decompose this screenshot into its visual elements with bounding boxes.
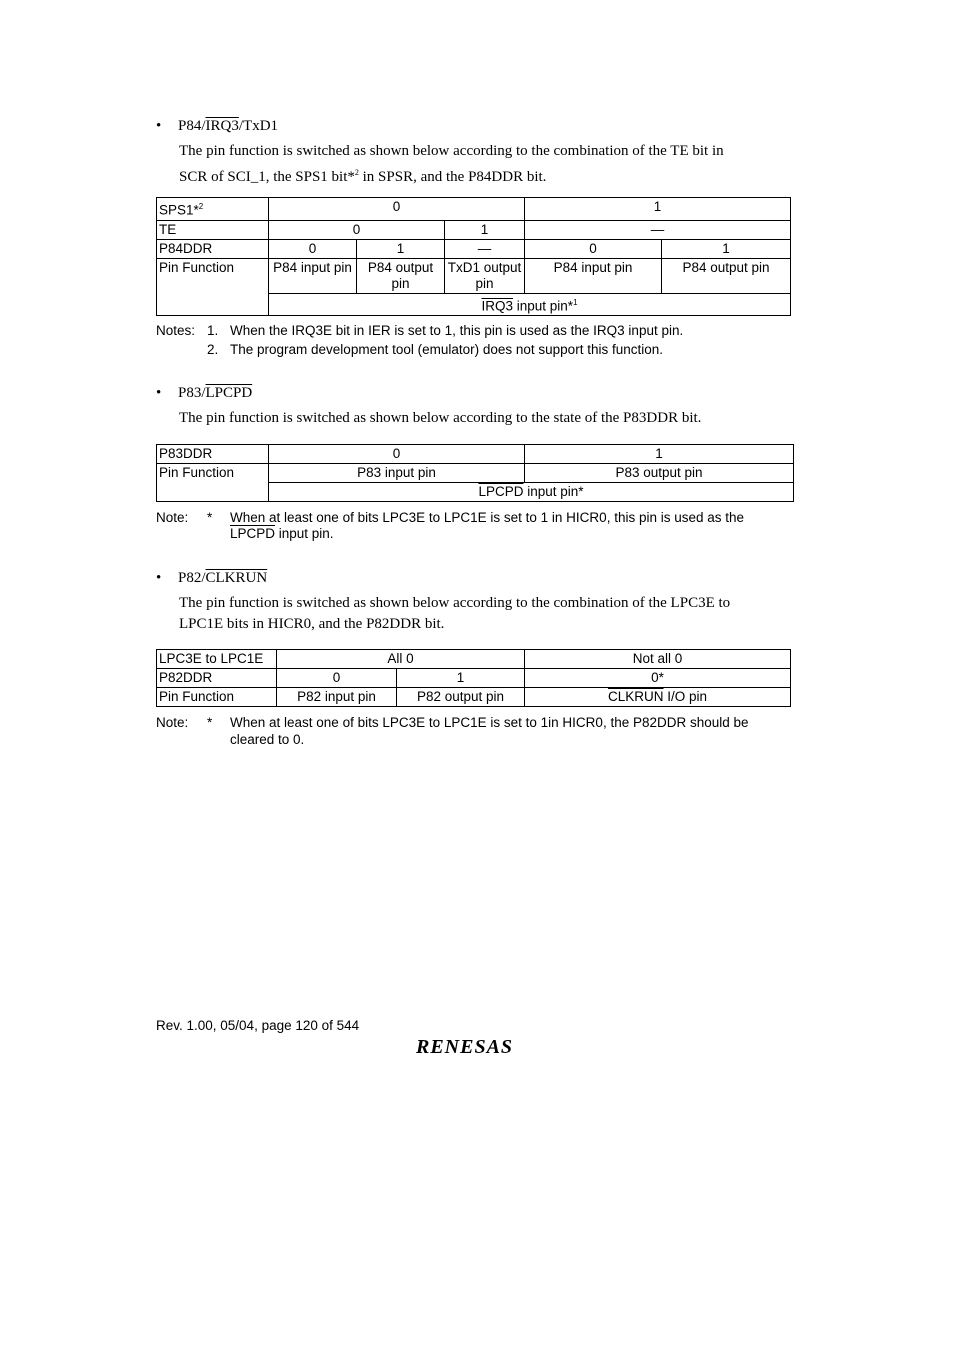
table-cell: All 0 [277, 650, 525, 669]
section-description: The pin function is switched as shown below according to the state of the P83DDR bit. [179, 410, 702, 426]
table-cell: CLKRUN I/O pin [525, 688, 791, 707]
table-cell: P83 input pin [269, 464, 525, 483]
table-cell: TxD1 output pin [445, 258, 525, 293]
table-cell: 1 [662, 239, 791, 258]
table-cell: 1 [525, 445, 794, 464]
table-cell: 0 [269, 198, 525, 221]
table-cell: 1 [525, 198, 791, 221]
table-cell: P82 output pin [397, 688, 525, 707]
table-cell: 0 [277, 669, 397, 688]
note-block: Note: * When at least one of bits LPC3E to LPC1E is set to 1 in HICR0, this pin is used as the LPCPD input pin. [156, 510, 745, 541]
table-cell: P84 output pin [357, 258, 445, 293]
table-cell: Not all 0 [525, 650, 791, 669]
table-cell: 0 [269, 220, 445, 239]
table-cell: P84 input pin [525, 258, 662, 293]
table-cell: P83 output pin [525, 464, 794, 483]
pin-function-table-p83 [156, 444, 794, 502]
bullet: • [156, 570, 162, 586]
row-header: P83DDR [157, 445, 269, 464]
section-description: The pin function is switched as shown below according to the combination of the TE bit in SCR of SCI_1, the SPS1 bit*$^2$ in SPSR, and the P84DDR bit. [179, 143, 724, 185]
note-block: Note: * When at least one of bits LPC3E to LPC1E is set to 1in HICR0, the P82DDR should be cleared to 0. [156, 715, 749, 747]
table-cell: P84 output pin [662, 258, 791, 293]
row-header: Pin Function [157, 258, 269, 316]
section-heading-p83: • P83/LPCPD [156, 385, 253, 401]
section-description: The pin function is switched as shown below according to the combination of the LPC3E to LPC1E bits in HICR0, and the P82DDR bit. [179, 595, 731, 632]
row-header: P84DDR [157, 239, 269, 258]
row-header: P82DDR [157, 669, 277, 688]
bullet: • [156, 385, 162, 401]
table-cell: 0 [525, 239, 662, 258]
table-cell: — [445, 239, 525, 258]
svg-text:RENESAS: RENESAS [416, 1036, 514, 1057]
notes-block: Notes: 1. When the IRQ3E bit in IER is set to 1, this pin is used as the IRQ3 input pin. 2. The program development tool (emulator) does not support this function. [156, 323, 684, 357]
row-header: LPC3E to LPC1E [157, 650, 277, 669]
row-header: SPS1*$^2$ [157, 198, 269, 221]
table-cell: 1 [445, 220, 525, 239]
table-cell: 0* [525, 669, 791, 688]
table-cell: P82 input pin [277, 688, 397, 707]
section-heading-p82: • P82/CLKRUN [156, 570, 268, 586]
logo-icon [414, 1033, 534, 1057]
table-cell: — [525, 220, 791, 239]
section-heading-p84: • P84/IRQ3/TxD1 [156, 118, 279, 134]
table-cell: 0 [269, 445, 525, 464]
table-cell: LPCPD input pin* [269, 483, 794, 502]
table-cell: 1 [357, 239, 445, 258]
table-cell: 0 [269, 239, 357, 258]
pin-function-table-p82 [156, 649, 791, 707]
row-header: TE [157, 220, 269, 239]
page-footer-revision: Rev. 1.00, 05/04, page 120 of 544 [156, 1018, 360, 1033]
row-header: Pin Function [157, 464, 269, 502]
pin-function-table-p84 [156, 197, 791, 316]
row-header: Pin Function [157, 688, 277, 707]
table-cell: P84 input pin [269, 258, 357, 293]
table-cell: 1 [397, 669, 525, 688]
renesas-logo [414, 1033, 534, 1057]
bullet: • [156, 118, 162, 134]
table-cell: IRQ3 input pin*$^1$ [269, 293, 791, 316]
